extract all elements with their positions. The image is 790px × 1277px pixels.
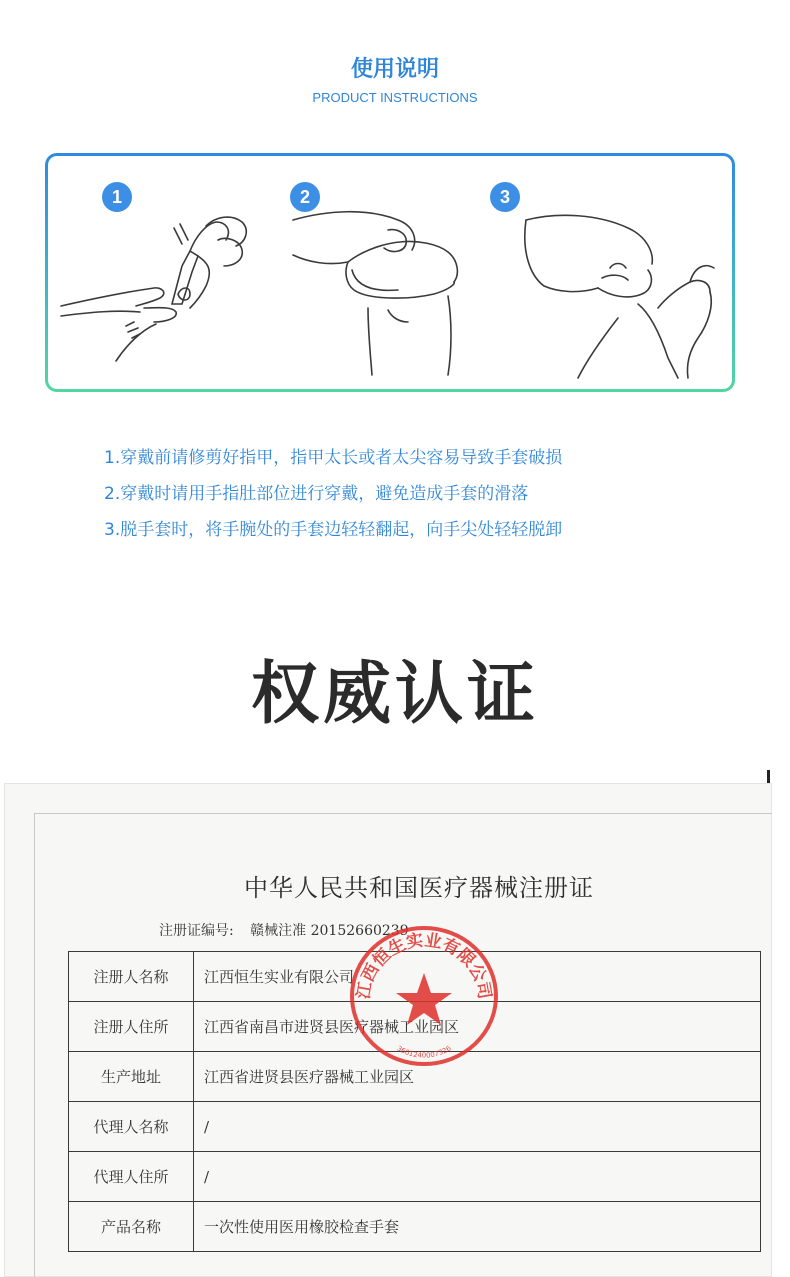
row-value: 一次性使用医用橡胶检查手套 bbox=[194, 1202, 761, 1252]
row-label: 注册人住所 bbox=[69, 1002, 194, 1052]
seal-number: 3601240007326 bbox=[395, 1044, 453, 1060]
table-row bbox=[69, 1152, 761, 1202]
instructions-subtitle: PRODUCT INSTRUCTIONS bbox=[312, 90, 478, 105]
registration-certificate bbox=[4, 783, 772, 1277]
row-label: 代理人名称 bbox=[69, 1102, 194, 1152]
table-row bbox=[69, 1102, 761, 1152]
instruction-step-3: 3.脱手套时，将手腕处的手套边轻轻翻起，向手尖处轻轻脱卸 bbox=[104, 520, 563, 540]
company-seal bbox=[345, 921, 503, 1071]
registration-number-label: 注册证编号: bbox=[159, 923, 234, 939]
step-3-badge: 3 bbox=[490, 182, 520, 212]
glove-donning-illustration bbox=[288, 200, 478, 380]
table-row bbox=[69, 1202, 761, 1252]
row-label: 注册人名称 bbox=[69, 952, 194, 1002]
row-value: / bbox=[194, 1102, 761, 1152]
seal-text: 江西恒生实业有限公司 bbox=[353, 930, 495, 1001]
row-label: 代理人住所 bbox=[69, 1152, 194, 1202]
step-2-badge: 2 bbox=[290, 182, 320, 212]
step-1-badge: 1 bbox=[102, 182, 132, 212]
instruction-step-1: 1.穿戴前请修剪好指甲，指甲太长或者太尖容易导致手套破损 bbox=[104, 448, 563, 468]
glove-removal-illustration bbox=[518, 208, 728, 383]
illustration-frame bbox=[45, 153, 735, 392]
certificate-title: 中华人民共和国医疗器械注册证 bbox=[244, 874, 594, 902]
nail-trim-illustration bbox=[56, 196, 266, 381]
svg-text:3601240007326 bbox=[395, 1044, 453, 1060]
registration-number-value: 赣械注准 20152660239 bbox=[250, 923, 409, 939]
instructions-title: 使用说明 bbox=[350, 57, 439, 82]
row-label: 生产地址 bbox=[69, 1052, 194, 1102]
row-label: 产品名称 bbox=[69, 1202, 194, 1252]
instruction-step-2: 2.穿戴时请用手指肚部位进行穿戴，避免造成手套的滑落 bbox=[104, 484, 529, 504]
row-value: 江西省进贤县医疗器械工业园区 bbox=[194, 1052, 761, 1102]
row-value: / bbox=[194, 1152, 761, 1202]
instruction-list bbox=[104, 440, 704, 548]
certification-heading: 权威认证 bbox=[250, 655, 539, 734]
row-value: 江西省南昌市进贤县医疗器械工业园区 bbox=[194, 1002, 761, 1052]
row-value: 江西恒生实业有限公司 bbox=[194, 952, 761, 1002]
